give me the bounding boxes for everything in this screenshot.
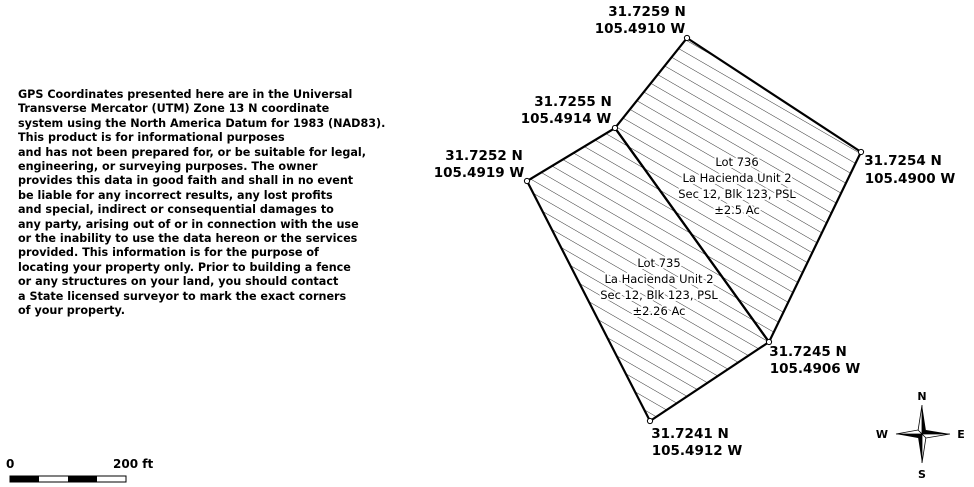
compass-n: N — [917, 390, 927, 403]
lot-number: Lot 735 — [637, 256, 681, 270]
compass-w: W — [875, 428, 889, 441]
lot-subdivision: La Hacienda Unit 2 — [682, 171, 792, 185]
corner-lat: 31.7254 N — [864, 153, 942, 169]
scale-start-label: 0 — [6, 457, 15, 471]
corner-marker — [858, 149, 863, 154]
lot-acreage: ±2.5 Ac — [714, 203, 760, 217]
scale-end-label: 200 ft — [113, 457, 154, 471]
corner-lon: 105.4914 W — [520, 111, 612, 127]
compass-e: E — [957, 428, 965, 441]
corner-lon: 105.4910 W — [594, 21, 686, 37]
disclaimer-text: GPS Coordinates presented here are in the Universal Transverse Mercator (UTM) Zone 13 N coordinate system using the North America Datum for 1983 (NAD83). This product is for informational purposes and has not been prepared for, or be suitable for legal, engineering, or surveying purposes. The owner provides this data in good faith and shall in no event be liable for any incorrect results, any lost profits and special, indirect or consequential damages to any party, arising out of or in connection with the use or the inability to use the data hereon or the services provided. This information is for the purpose of locating your property only. Prior to building a fence or any structures on your land, you should contact a State licensed surveyor to mark the exact corners of your property. — [18, 88, 386, 318]
corner-lon: 105.4900 W — [864, 171, 956, 187]
corner-marker — [524, 178, 529, 183]
lot-number: Lot 736 — [715, 155, 759, 169]
corner-label-0 — [595, 4, 686, 37]
corner-lat: 31.7259 N — [608, 4, 686, 20]
corner-lat: 31.7241 N — [651, 426, 729, 442]
corner-lat: 31.7252 N — [445, 148, 523, 164]
lot-subdivision: La Hacienda Unit 2 — [604, 272, 714, 286]
corner-label-4 — [769, 344, 860, 377]
corner-label-1 — [521, 94, 612, 127]
corner-label-5 — [651, 426, 742, 459]
corner-lon: 105.4912 W — [651, 443, 743, 459]
lot-section: Sec 12, Blk 123, PSL — [678, 187, 796, 201]
corner-lon: 105.4919 W — [433, 165, 525, 181]
compass-s: S — [918, 468, 926, 481]
scale-bar — [6, 457, 153, 482]
corner-lat: 31.7255 N — [534, 94, 612, 110]
compass-rose-icon — [876, 390, 965, 481]
corner-lon: 105.4906 W — [769, 361, 861, 377]
corner-marker — [612, 125, 617, 130]
corner-lat: 31.7245 N — [769, 344, 847, 360]
lot-acreage: ±2.26 Ac — [632, 304, 686, 318]
corner-label-3 — [864, 153, 955, 187]
corner-label-2 — [434, 148, 525, 181]
corner-marker — [647, 418, 652, 423]
lot-section: Sec 12, Blk 123, PSL — [600, 288, 718, 302]
